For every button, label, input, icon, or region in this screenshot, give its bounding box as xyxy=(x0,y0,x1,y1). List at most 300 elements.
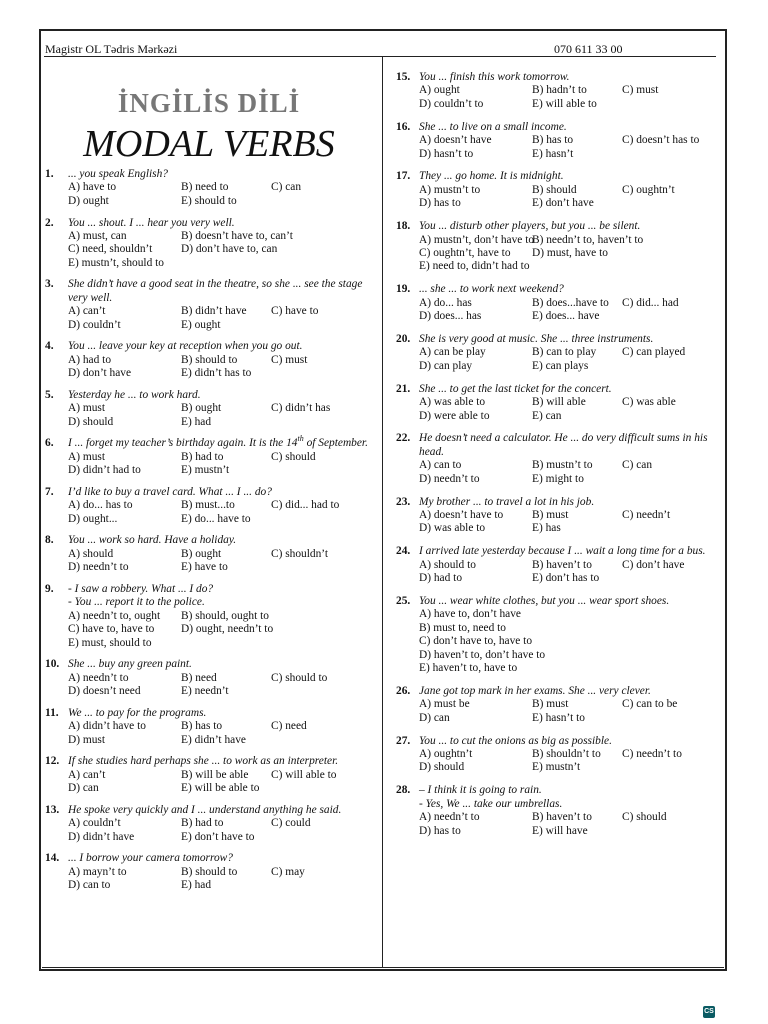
options-row xyxy=(68,513,377,526)
answer-option: C) did... had to xyxy=(271,499,340,512)
question-text xyxy=(45,434,377,450)
answer-option: C) should xyxy=(271,450,316,463)
options-row xyxy=(68,416,377,429)
answer-option: E) didn’t has to xyxy=(181,367,252,380)
question-number: 22. xyxy=(396,432,411,445)
question-stem: You ... wear white clothes, but you ... wear sport shoes. xyxy=(419,595,670,607)
answer-option: D) should xyxy=(68,415,114,428)
question-number: 16. xyxy=(396,120,411,133)
answer-option: E) don’t have xyxy=(532,197,594,210)
question-item xyxy=(396,170,726,210)
options-row xyxy=(419,559,726,572)
answer-option: B) mustn’t to xyxy=(532,459,593,472)
answer-option: E) must, should to xyxy=(68,636,152,649)
question-text xyxy=(45,583,377,596)
options-row xyxy=(419,761,726,774)
header-rule xyxy=(44,56,716,57)
answer-option: E) needn’t xyxy=(181,685,229,698)
options-row xyxy=(419,84,726,97)
options-row xyxy=(68,672,377,685)
question-stem: I arrived late yesterday because I ... wait a long time for a bus. xyxy=(419,545,706,558)
options-row xyxy=(419,748,726,761)
answer-option: D) ought, needn’t to xyxy=(181,623,274,636)
center-name: Magistr OL Tədris Mərkəzi xyxy=(45,42,178,56)
options-row xyxy=(68,817,377,830)
question-stem: You ... leave your key at reception when you go out. xyxy=(68,340,303,353)
subject-title: İNGİLİS DİLİ xyxy=(117,88,301,118)
answer-options xyxy=(396,509,726,536)
answer-option: A) ought xyxy=(419,84,460,97)
answer-option: E) ought xyxy=(181,318,221,331)
question-text xyxy=(396,545,726,558)
question-item xyxy=(45,583,377,650)
question-number: 5. xyxy=(45,388,54,401)
question-reply-line: - You ... report it to the police. xyxy=(68,596,205,609)
question-text xyxy=(396,121,726,134)
answer-option: A) didn’t have to xyxy=(68,720,146,733)
options-row xyxy=(68,734,377,747)
answer-option: D) can play xyxy=(419,359,473,372)
answer-option: A) needn’t to xyxy=(68,671,129,684)
answer-option: C) need xyxy=(271,720,307,733)
answer-option: E) should to xyxy=(181,194,237,207)
answer-option: D) didn’t had to xyxy=(68,464,141,477)
options-row xyxy=(419,98,726,111)
answer-options xyxy=(396,559,726,586)
answer-option: D) must, have to xyxy=(532,246,608,259)
answer-option: A) can’t xyxy=(68,768,106,781)
options-row xyxy=(68,831,377,844)
answer-option: B) haven’t to xyxy=(532,558,592,571)
question-text xyxy=(396,283,726,296)
options-row xyxy=(419,247,726,260)
question-number: 9. xyxy=(45,582,54,595)
answer-option: E) will be able to xyxy=(181,782,260,795)
question-stem: ... you speak English? xyxy=(68,168,168,180)
question-item xyxy=(45,278,377,332)
answer-option: E) does... have xyxy=(532,310,600,323)
options-row xyxy=(419,310,726,323)
options-row xyxy=(68,610,377,623)
question-item xyxy=(45,755,377,795)
answer-option: D) has to xyxy=(419,824,461,837)
options-row xyxy=(419,572,726,585)
options-row xyxy=(419,662,726,675)
answer-option: D) didn’t have xyxy=(68,830,135,843)
answer-option: E) need to, didn’t had to xyxy=(419,260,530,273)
answer-options xyxy=(45,305,377,332)
answer-option: B) must xyxy=(532,508,569,521)
answer-options xyxy=(396,811,726,838)
phone-number: 070 611 33 00 xyxy=(554,42,623,56)
question-stem: We ... to pay for the programs. xyxy=(68,706,207,719)
options-row xyxy=(68,464,377,477)
options-row xyxy=(419,184,726,197)
answer-options xyxy=(45,499,377,526)
camscanner-badge: CS xyxy=(703,1006,715,1018)
options-row xyxy=(68,257,377,270)
answer-option: D) was able to xyxy=(419,522,486,535)
answer-option: D) can to xyxy=(68,879,111,892)
question-stem: You ... disturb other players, but you ... be silent. xyxy=(419,220,641,233)
question-stem-continued: of September. xyxy=(303,437,368,450)
question-stem: She is very good at music. She ... three instruments. xyxy=(419,333,654,345)
answer-option: A) must xyxy=(68,450,106,463)
answer-options xyxy=(45,402,377,429)
answer-option: A) mustn’t, don’t have to xyxy=(419,233,535,246)
answer-option: A) must be xyxy=(419,698,470,711)
topic-title: MODAL VERBS xyxy=(83,123,335,165)
answer-option: A) can to xyxy=(419,459,462,472)
answer-option: A) doesn’t have to xyxy=(419,508,504,521)
question-item xyxy=(45,486,377,526)
answer-option: D) haven’t to, don’t have to xyxy=(419,648,546,661)
options-row xyxy=(419,608,726,621)
options-row xyxy=(68,720,377,733)
question-number: 2. xyxy=(45,216,54,229)
question-text xyxy=(45,278,377,305)
options-row xyxy=(419,649,726,662)
question-text xyxy=(396,71,726,84)
answer-option: A) oughtn’t xyxy=(419,748,473,761)
answer-option: B) must...to xyxy=(181,499,235,512)
question-text xyxy=(396,595,726,608)
options-row xyxy=(419,346,726,359)
answer-option: D) needn’t to xyxy=(68,561,129,574)
answer-option: C) shouldn’t xyxy=(271,547,329,560)
options-row xyxy=(419,234,726,247)
left-column xyxy=(45,168,377,901)
question-text xyxy=(396,496,726,509)
options-row xyxy=(68,305,377,318)
answer-options xyxy=(45,548,377,575)
question-text xyxy=(396,432,726,459)
question-number: 14. xyxy=(45,852,60,865)
answer-option: C) can to be xyxy=(622,698,678,711)
question-number: 13. xyxy=(45,803,60,816)
column-divider xyxy=(382,56,383,968)
question-stem: They ... go home. It is midnight. xyxy=(419,170,564,183)
answer-option: E) mustn’t xyxy=(532,761,581,774)
question-stem: – I think it is going to rain. xyxy=(419,784,542,797)
answer-option: B) had to xyxy=(181,450,224,463)
question-item xyxy=(45,852,377,892)
options-row xyxy=(68,623,377,636)
question-stem: ... she ... to work next weekend? xyxy=(419,283,564,296)
answer-option: B) will be able xyxy=(181,768,249,781)
options-row xyxy=(68,866,377,879)
answer-option: E) haven’t to, have to xyxy=(419,662,518,675)
answer-option: A) needn’t to, ought xyxy=(68,609,161,622)
answer-option: A) do... has xyxy=(419,296,472,309)
question-text xyxy=(45,852,377,865)
question-number: 28. xyxy=(396,784,411,797)
question-item xyxy=(396,383,726,423)
question-reply-line: - Yes, We ... take our umbrellas. xyxy=(419,797,563,810)
answer-options xyxy=(396,234,726,274)
question-item xyxy=(396,71,726,111)
answer-option: C) must xyxy=(622,84,659,97)
question-number: 21. xyxy=(396,382,411,395)
options-row xyxy=(419,396,726,409)
answer-option: B) does...have to xyxy=(532,296,609,309)
question-stem: I ... forget my teacher’s birthday again. It is the 14 xyxy=(68,437,298,450)
question-text xyxy=(45,340,377,353)
question-item xyxy=(45,658,377,698)
answer-option: A) must xyxy=(68,402,106,415)
answer-option: B) need xyxy=(181,671,217,684)
answer-option: D) ought... xyxy=(68,512,118,525)
answer-option: B) doesn’t have to, can’t xyxy=(181,229,293,242)
question-number: 18. xyxy=(396,220,411,233)
answer-option: E) has xyxy=(532,522,561,535)
answer-option: D) has to xyxy=(419,197,461,210)
question-number: 27. xyxy=(396,734,411,747)
answer-option: E) have to xyxy=(181,561,228,574)
question-text xyxy=(396,170,726,183)
question-stem: My brother ... to travel a lot in his job. xyxy=(419,495,595,508)
answer-option: E) don’t have to xyxy=(181,830,255,843)
answer-option: B) has to xyxy=(532,134,574,147)
options-row xyxy=(68,230,377,243)
answer-options xyxy=(45,866,377,893)
options-row xyxy=(68,367,377,380)
answer-option: A) couldn’t xyxy=(68,817,121,830)
answer-option: A) needn’t to xyxy=(419,811,480,824)
answer-option: E) hasn’t to xyxy=(532,711,585,724)
question-item xyxy=(45,534,377,574)
answer-option: E) do... have to xyxy=(181,512,251,525)
answer-option: C) oughtn’t, have to xyxy=(419,246,511,259)
question-stem: She ... to get the last ticket for the concert. xyxy=(419,382,612,395)
question-number: 6. xyxy=(45,437,54,450)
question-text xyxy=(45,168,377,181)
question-item xyxy=(396,545,726,585)
bottom-rule xyxy=(42,967,724,968)
answer-options xyxy=(396,396,726,423)
options-row xyxy=(419,622,726,635)
answer-options xyxy=(45,769,377,796)
answer-option: D) can xyxy=(68,782,99,795)
options-row xyxy=(419,459,726,472)
options-row xyxy=(68,548,377,561)
answer-option: B) needn’t to, haven’t to xyxy=(532,233,644,246)
answer-option: A) have to xyxy=(68,181,117,194)
answer-option: D) must xyxy=(68,733,106,746)
options-row xyxy=(68,782,377,795)
answer-option: E) mustn’t xyxy=(181,464,230,477)
answer-option: E) hasn’t xyxy=(532,147,574,160)
answer-option: C) can xyxy=(622,459,653,472)
question-stem: She ... buy any green paint. xyxy=(68,658,192,671)
answer-option: A) mayn’t to xyxy=(68,865,127,878)
answer-option: C) may xyxy=(271,865,305,878)
answer-option: B) had to xyxy=(181,817,224,830)
answer-option: C) should xyxy=(622,811,667,824)
ordinal-suffix: th xyxy=(297,434,304,444)
answer-option: C) will able to xyxy=(271,768,337,781)
answer-options xyxy=(45,720,377,747)
question-text xyxy=(396,333,726,346)
answer-option: D) can xyxy=(419,711,450,724)
question-number: 4. xyxy=(45,340,54,353)
answer-option: A) should xyxy=(68,547,114,560)
answer-option: E) didn’t have xyxy=(181,733,246,746)
answer-option: B) ought xyxy=(181,547,222,560)
question-stem: ... I borrow your camera tomorrow? xyxy=(68,852,233,865)
answer-options xyxy=(396,459,726,486)
answer-option: E) will able to xyxy=(532,97,597,110)
answer-option: A) can be play xyxy=(419,346,486,359)
answer-options xyxy=(396,346,726,373)
question-item xyxy=(396,735,726,775)
options-row xyxy=(68,879,377,892)
question-number: 10. xyxy=(45,658,60,671)
answer-option: D) couldn’t to xyxy=(419,97,484,110)
answer-options xyxy=(45,817,377,844)
question-text xyxy=(396,383,726,396)
answer-option: C) needn’t xyxy=(622,508,671,521)
answer-option: B) haven’t to xyxy=(532,811,592,824)
options-row xyxy=(68,354,377,367)
question-text xyxy=(45,804,377,817)
question-stem: Yesterday he ... to work hard. xyxy=(68,388,201,401)
answer-options xyxy=(396,297,726,324)
answer-option: B) should, ought to xyxy=(181,609,269,622)
answer-options xyxy=(396,698,726,725)
answer-option: C) don’t have xyxy=(622,558,685,571)
question-text xyxy=(45,217,377,230)
question-item xyxy=(45,434,377,477)
answer-option: D) ought xyxy=(68,194,109,207)
answer-options xyxy=(396,748,726,775)
question-number: 7. xyxy=(45,485,54,498)
question-item xyxy=(396,220,726,274)
question-text xyxy=(45,534,377,547)
options-row xyxy=(68,451,377,464)
options-row xyxy=(68,319,377,332)
question-text xyxy=(45,486,377,499)
question-number: 25. xyxy=(396,595,411,607)
question-text xyxy=(396,784,726,797)
options-row xyxy=(419,197,726,210)
answer-option: D) had to xyxy=(419,572,463,585)
answer-option: A) have to, don’t have xyxy=(419,608,521,621)
answer-option: D) don’t have to, can xyxy=(181,243,278,256)
answer-option: B) shouldn’t to xyxy=(532,748,601,761)
question-stem: You ... shout. I ... hear you very well. xyxy=(68,216,235,229)
answer-option: A) must, can xyxy=(68,229,127,242)
answer-option: D) hasn’t to xyxy=(419,147,474,160)
options-row xyxy=(419,260,726,273)
options-row xyxy=(419,148,726,161)
answer-option: A) can’t xyxy=(68,305,106,318)
question-stem: I’d like to buy a travel card. What ... I ... do? xyxy=(68,485,272,498)
question-number: 23. xyxy=(396,495,411,508)
answer-option: B) should to xyxy=(181,865,238,878)
options-row xyxy=(68,769,377,782)
options-row xyxy=(419,635,726,648)
question-stem: Jane got top mark in her exams. She ... very clever. xyxy=(419,684,651,697)
question-number: 17. xyxy=(396,170,411,183)
question-text xyxy=(396,685,726,698)
question-stem: You ... finish this work tomorrow. xyxy=(419,71,570,83)
answer-options xyxy=(396,84,726,111)
answer-option: D) needn’t to xyxy=(419,472,480,485)
answer-option: C) have to xyxy=(271,305,319,318)
answer-option: A) doesn’t have xyxy=(419,134,492,147)
answer-option: A) had to xyxy=(68,353,112,366)
question-text xyxy=(45,389,377,402)
answer-option: B) should to xyxy=(181,353,238,366)
question-item xyxy=(45,804,377,844)
options-row xyxy=(68,195,377,208)
right-column xyxy=(396,71,726,848)
answer-option: E) don’t has to xyxy=(532,572,600,585)
options-row xyxy=(419,473,726,486)
question-item xyxy=(396,685,726,725)
answer-options xyxy=(396,184,726,211)
question-number: 8. xyxy=(45,534,54,547)
question-number: 24. xyxy=(396,545,411,558)
answer-option: B) has to xyxy=(181,720,223,733)
options-row xyxy=(68,561,377,574)
question-item xyxy=(45,707,377,747)
options-row xyxy=(419,509,726,522)
answer-option: D) couldn’t xyxy=(68,318,121,331)
answer-options xyxy=(45,672,377,699)
question-stem: He spoke very quickly and I ... understand anything he said. xyxy=(68,803,342,816)
options-row xyxy=(68,402,377,415)
question-item xyxy=(396,121,726,161)
answer-option: B) ought xyxy=(181,402,222,415)
options-row xyxy=(419,712,726,725)
answer-options xyxy=(45,230,377,270)
question-item xyxy=(396,283,726,323)
answer-option: B) must to, need to xyxy=(419,621,507,634)
answer-option: C) doesn’t has to xyxy=(622,134,700,147)
answer-option: B) must xyxy=(532,698,569,711)
question-stem: She didn’t have a good seat in the theatre, so she ... see the stage very well. xyxy=(68,278,363,304)
answer-option: C) was able xyxy=(622,396,676,409)
answer-option: A) should to xyxy=(419,558,476,571)
answer-option: C) did... had xyxy=(622,296,679,309)
question-item xyxy=(396,333,726,373)
question-item xyxy=(45,168,377,208)
question-item xyxy=(45,340,377,380)
answer-option: C) have to, have to xyxy=(68,623,155,636)
answer-option: E) might to xyxy=(532,472,584,485)
answer-option: C) don’t have to, have to xyxy=(419,635,533,648)
options-row xyxy=(68,685,377,698)
question-item xyxy=(396,432,726,486)
answer-option: A) mustn’t to xyxy=(419,183,481,196)
answer-options xyxy=(45,181,377,208)
answer-option: E) mustn’t, should to xyxy=(68,256,164,269)
question-text xyxy=(45,755,377,768)
options-row xyxy=(68,499,377,512)
question-stem: He doesn’t need a calculator. He ... do very difficult sums in his head. xyxy=(419,432,708,458)
question-stem: She ... to live on a small income. xyxy=(419,120,567,133)
question-item xyxy=(45,389,377,429)
question-stem: You ... to cut the onions as big as possible. xyxy=(419,734,612,747)
question-stem: You ... work so hard. Have a holiday. xyxy=(68,534,237,547)
answer-option: C) didn’t has xyxy=(271,402,331,415)
options-row xyxy=(68,181,377,194)
answer-option: E) will have xyxy=(532,824,588,837)
answer-option: B) didn’t have xyxy=(181,305,247,318)
answer-option: A) was able to xyxy=(419,396,486,409)
